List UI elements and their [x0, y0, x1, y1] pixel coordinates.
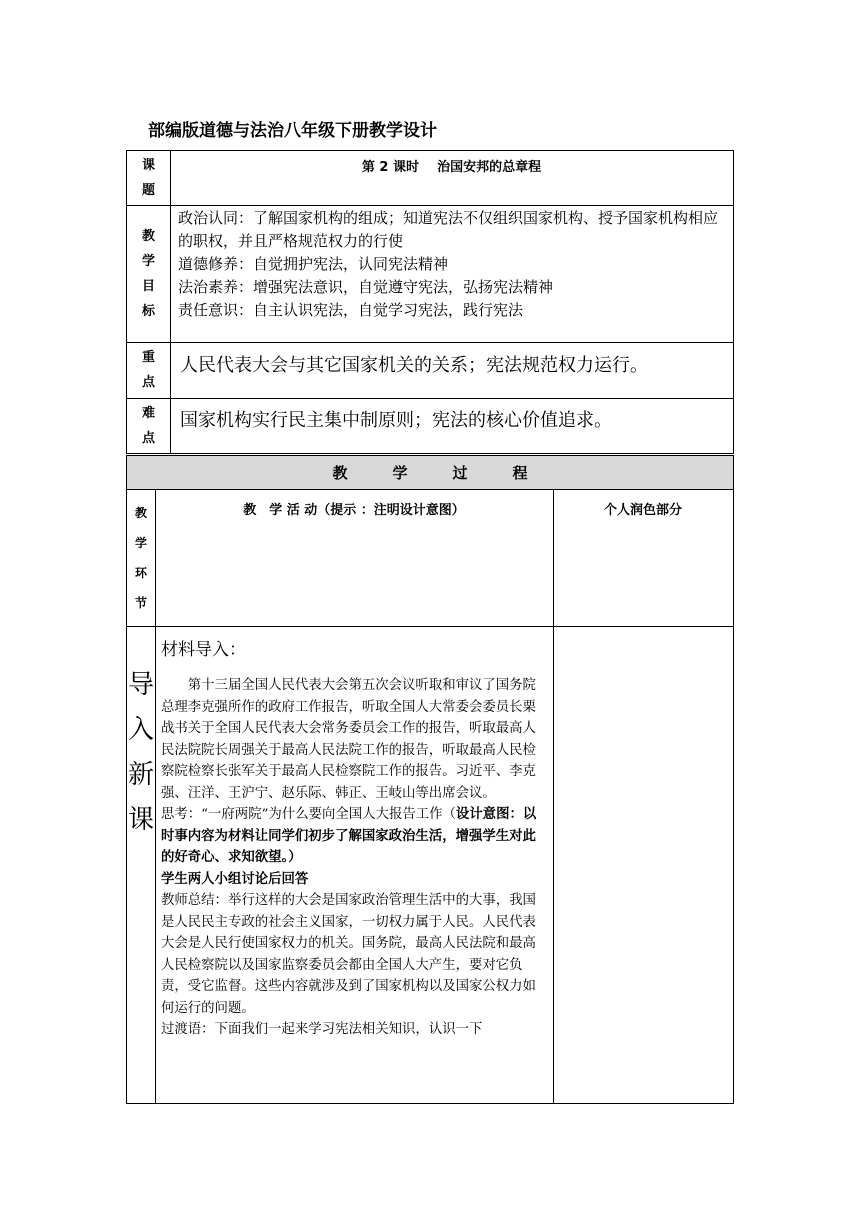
topic-label: 课 题: [126, 150, 171, 206]
lesson-title: 第 2 课时 治国安邦的总章程: [361, 160, 542, 175]
intro-stage-label: 导 入 新 课: [127, 670, 154, 835]
objectives-label: 教 学 目 标: [126, 205, 171, 343]
objectives-cell: [170, 205, 734, 343]
intro-material: 第十三届全国人民代表大会第五次会议听取和审议了国务院总理李克强所作的政府工作报告，听取全国人大常委会委员长栗战书关于全国人民代表大会常务委员会工作的报告，听取最高人民法院院长周强关于最高人民法院工作的报告，听取最高人民检察院检察长张军关于最高人民检察院工作的报告。习近平、李克强、汪洋、王沪宁、赵乐际、韩正、王岐山等出席会议。: [161, 678, 536, 801]
intro-discussion: 学生两人小组讨论后回答: [161, 871, 309, 887]
intro-personal-cell: [553, 626, 734, 1104]
key-points-text: 人民代表大会与其它国家机关的关系；宪法规范权力运行。: [180, 355, 648, 376]
difficulties-cell: [170, 398, 734, 454]
objective-moral: 道德修养：自觉拥护宪法，认同宪法精神: [178, 255, 449, 273]
topic-cell: [170, 150, 734, 206]
key-points-label: 重 点: [126, 342, 171, 399]
activity-column-header: 教 学 活 动（提示 ：注明设计意图）: [155, 489, 554, 627]
process-header: 教 学 过 程: [126, 455, 734, 490]
intro-activity-cell: [155, 626, 554, 1104]
difficulties-text: 国家机构实行民主集中制原则；宪法的核心价值追求。: [180, 410, 612, 431]
document-title: 部编版道德与法治八年级下册教学设计: [148, 121, 437, 141]
key-points-cell: [170, 342, 734, 399]
personal-column-header: 个人润色部分: [553, 489, 734, 627]
intro-transition: 过渡语：下面我们一起来学习宪法相关知识，认识一下: [161, 1022, 483, 1037]
intro-heading: 材料导入：: [161, 640, 246, 660]
design-intent: 设计意图：以时事内容为材料让同学们初步了解国家政治生活，增强学生对此的好奇心、求知欲望。）: [161, 807, 537, 865]
difficulties-label: 难 点: [126, 398, 171, 454]
intro-summary: 教师总结：举行这样的大会是国家政治管理生活中的大事，我国是人民民主专政的社会主义国家，一切权力属于人民。人民代表大会是人民行使国家权力的机关。国务院，最高人民法院和最高人民检察院以及国家监察委员会都由全国人大产生，要对它负责，受它监督。这些内容就涉及到了国家机构以及国家公权力如何运行的问题。: [161, 893, 536, 1016]
intro-think: 思考：“一府两院”为什么要向全国人大报告工作（设计意图：以时事内容为材料让同学们初步了解国家政治生活，增强学生对此的好奇心、求知欲望。）: [161, 807, 537, 865]
intro-stage-cell: [126, 626, 156, 1104]
objective-responsibility: 责任意识：自主认识宪法，自觉学习宪法，践行宪法: [178, 301, 524, 319]
objective-legal: 法治素养：增强宪法意识，自觉遵守宪法，弘扬宪法精神: [178, 278, 554, 296]
objective-political: 政治认同：了解国家机构的组成；知道宪法不仅组织国家机构、授予国家机构相应的职权，并且严格规范权力的行使: [178, 209, 719, 250]
stage-column-header: 教 学 环 节: [126, 489, 156, 627]
